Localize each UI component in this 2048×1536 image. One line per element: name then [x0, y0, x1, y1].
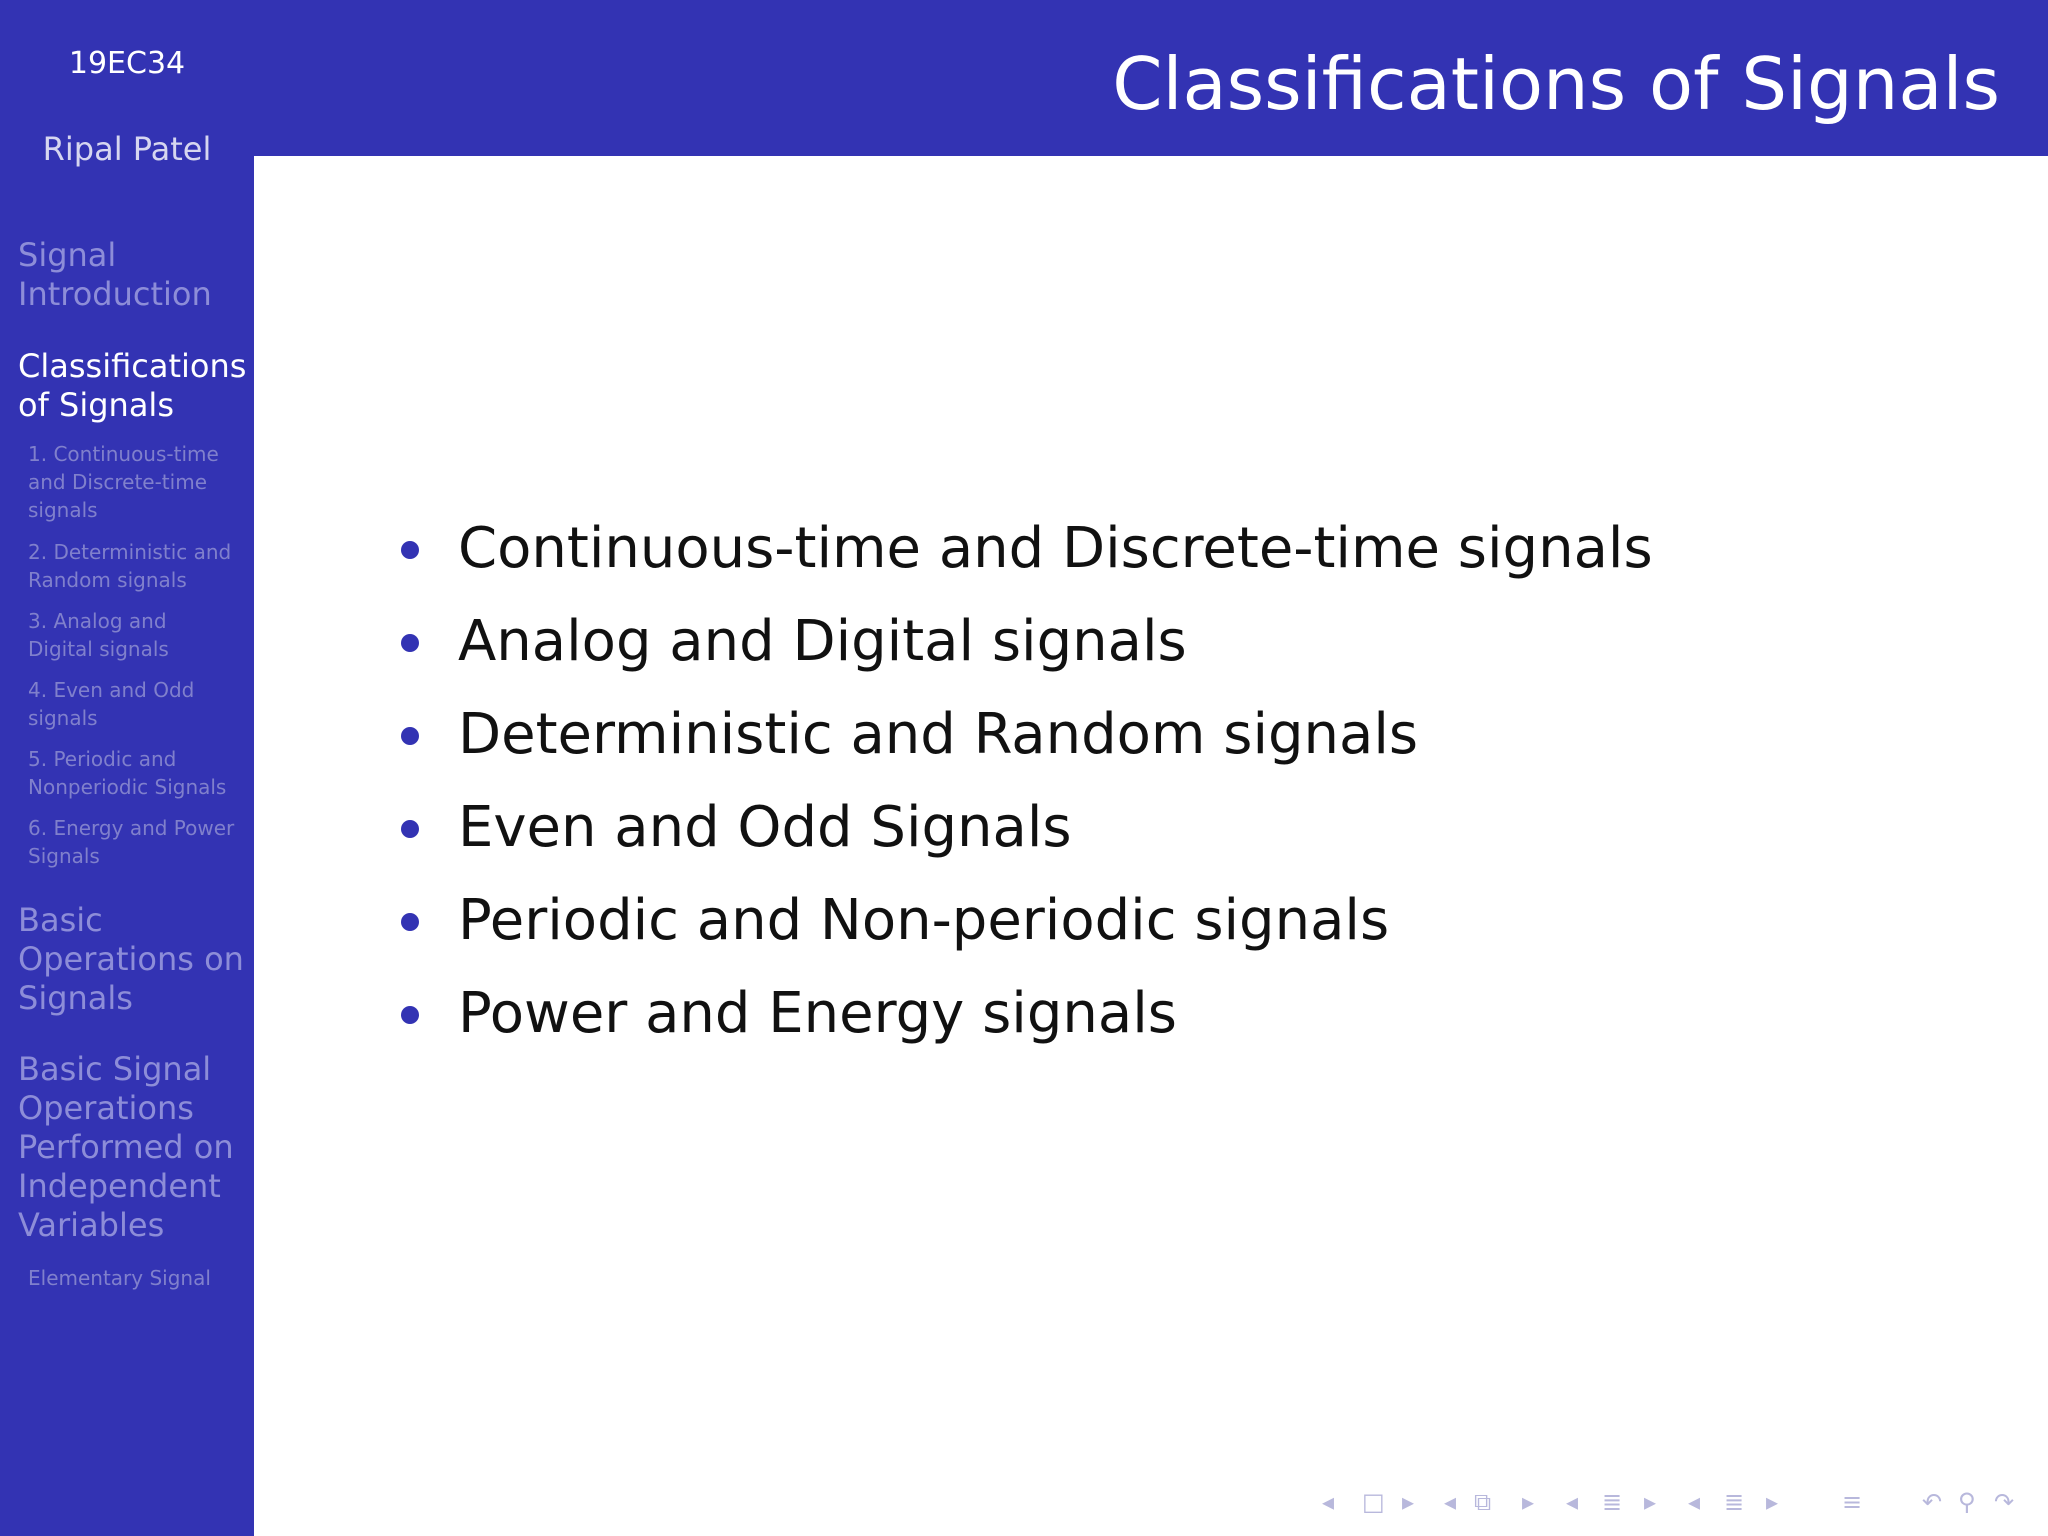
bullet-text: Analog and Digital signals [458, 609, 1187, 674]
bullet-dot-icon [401, 820, 419, 838]
next-frame-icon[interactable]: ▸ [1402, 1488, 1415, 1516]
sidebar-subsection-line: 6. Energy and Power [28, 816, 235, 840]
next-slide-icon[interactable]: ▸ [1522, 1488, 1535, 1516]
sidebar-subsection-line: 5. Periodic and [28, 747, 177, 771]
section-icon[interactable]: ≣ [1724, 1488, 1745, 1516]
bullet-text: Power and Energy signals [458, 981, 1177, 1046]
bullet-dot-icon [401, 1006, 419, 1024]
sidebar-section-line: Signals [18, 979, 133, 1017]
sidebar-section-line: of Signals [18, 386, 174, 424]
sidebar-subsection-line: 2. Deterministic and [28, 540, 232, 564]
sidebar-section-line: Basic Signal [18, 1050, 212, 1088]
next-subsection-icon[interactable]: ▸ [1644, 1488, 1657, 1516]
sidebar-section-line: Introduction [18, 275, 212, 313]
slide-icon[interactable]: ⧉ [1474, 1488, 1492, 1516]
bullet-item [396, 791, 1653, 884]
sidebar-subsection-line: Random signals [28, 568, 187, 592]
bullet-text: Even and Odd Signals [458, 795, 1072, 860]
bullet-text: Continuous-time and Discrete-time signals [458, 516, 1653, 581]
prev-section-icon[interactable]: ◂ [1688, 1488, 1701, 1516]
sidebar-subsection-analog-digital[interactable] [28, 607, 250, 663]
sidebar-section-basic-operations[interactable] [18, 901, 250, 1018]
sidebar-subsection-line: Nonperiodic Signals [28, 775, 227, 799]
sidebar-subsection-periodic-nonperiodic[interactable] [28, 745, 250, 801]
toc-icon[interactable]: ≡ [1842, 1488, 1863, 1516]
sidebar-subsection-even-odd[interactable] [28, 676, 250, 732]
prev-frame-icon[interactable]: ◂ [1322, 1488, 1335, 1516]
sidebar-subsection-elementary-signal[interactable]: Elementary Signal [28, 1266, 211, 1290]
sidebar-subsection-line: 3. Analog and [28, 609, 167, 633]
sidebar-section-line: Variables [18, 1206, 165, 1244]
bullet-dot-icon [401, 913, 419, 931]
sidebar-subsection-line: 1. Continuous-time [28, 442, 219, 466]
bullet-dot-icon [401, 727, 419, 745]
bullet-item [396, 512, 1653, 605]
forward-icon[interactable]: ↷ [1994, 1488, 2015, 1516]
subsection-icon[interactable]: ≣ [1602, 1488, 1623, 1516]
sidebar-section-line: Basic [18, 901, 103, 939]
sidebar [0, 0, 254, 1536]
bullet-text: Periodic and Non-periodic signals [458, 888, 1390, 953]
sidebar-section-line: Operations [18, 1089, 194, 1127]
sidebar-subsection-energy-power[interactable] [28, 814, 250, 870]
sidebar-subsection-line: signals [28, 706, 98, 730]
author-name: Ripal Patel [42, 130, 212, 168]
back-icon[interactable]: ↶ [1922, 1488, 1943, 1516]
sidebar-subsection-deterministic-random[interactable] [28, 538, 250, 594]
prev-subsection-icon[interactable]: ◂ [1566, 1488, 1579, 1516]
sidebar-subsection-line: 4. Even and Odd [28, 678, 195, 702]
next-section-icon[interactable]: ▸ [1766, 1488, 1779, 1516]
bullet-dot-icon [401, 541, 419, 559]
bullet-text: Deterministic and Random signals [458, 702, 1419, 767]
sidebar-section-line: Signal [18, 236, 117, 274]
slide-title: Classifications of Signals [1112, 42, 2000, 126]
sidebar-section-signal-introduction[interactable] [18, 236, 250, 314]
bullet-item [396, 977, 1653, 1070]
course-code: 19EC34 [68, 46, 186, 81]
sidebar-subsection-line: Signals [28, 844, 100, 868]
sidebar-subsection-line: Digital signals [28, 637, 169, 661]
bullet-item [396, 605, 1653, 698]
sidebar-section-line: Independent [18, 1167, 221, 1205]
search-icon[interactable]: ⚲ [1958, 1488, 1976, 1516]
bullet-item [396, 698, 1653, 791]
sidebar-section-line: Performed on [18, 1128, 234, 1166]
sidebar-section-classifications[interactable] [18, 347, 250, 425]
frame-icon[interactable]: □ [1362, 1488, 1385, 1516]
sidebar-section-line: Classifications [18, 347, 247, 385]
bullet-dot-icon [401, 634, 419, 652]
sidebar-section-basic-signal-operations[interactable] [18, 1050, 250, 1245]
bullet-list [396, 512, 1653, 1070]
sidebar-subsection-line: and Discrete-time [28, 470, 207, 494]
bullet-item [396, 884, 1653, 977]
sidebar-section-line: Operations on [18, 940, 244, 978]
sidebar-subsection-line: signals [28, 498, 98, 522]
prev-slide-icon[interactable]: ◂ [1444, 1488, 1457, 1516]
sidebar-subsection-continuous-discrete[interactable] [28, 440, 250, 524]
